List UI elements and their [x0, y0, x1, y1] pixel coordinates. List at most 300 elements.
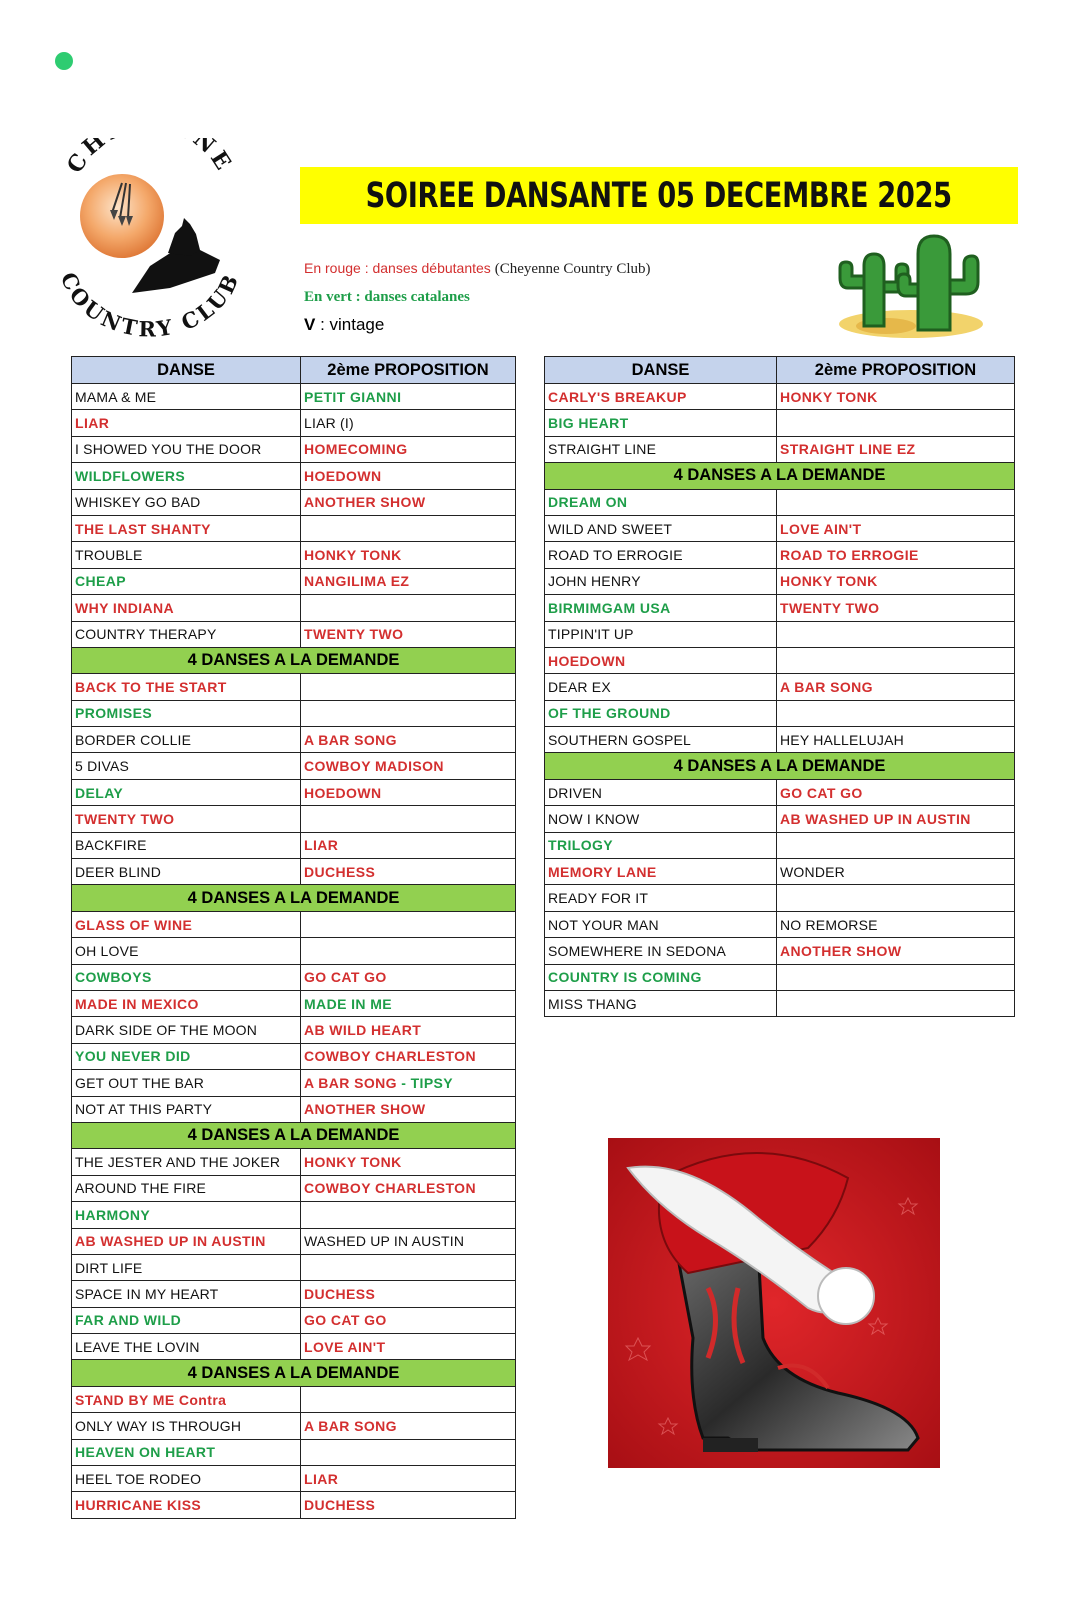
second-proposition-cell — [301, 1439, 516, 1465]
legend-red-suffix: (Cheyenne Country Club) — [494, 261, 651, 277]
table-row — [545, 990, 1015, 1016]
second-proposition-cell — [301, 1281, 516, 1307]
second-proposition-cell — [301, 1070, 516, 1096]
table-row — [72, 700, 516, 726]
dance-name: BACK TO THE START — [75, 678, 227, 695]
second-proposition-cell — [777, 384, 1015, 410]
dance-name: GET OUT THE BAR — [75, 1074, 205, 1091]
dance-name: STRAIGHT LINE — [548, 441, 657, 458]
table-row — [72, 1096, 516, 1122]
section-heading: 4 DANSES A LA DEMANDE — [72, 885, 516, 911]
dance-cell — [72, 964, 301, 990]
table-row — [72, 1386, 516, 1412]
dance-name: BACKFIRE — [75, 837, 147, 854]
dance-name: MAMA & ME — [75, 388, 157, 405]
dance-name: WHY INDIANA — [75, 599, 175, 616]
dance-name: OH LOVE — [75, 942, 139, 959]
second-proposition-cell — [777, 779, 1015, 805]
dance-name: AROUND THE FIRE — [75, 1180, 207, 1197]
dance-cell — [545, 859, 777, 885]
second-proposition-name: A BAR SONG — [780, 678, 873, 695]
dance-cell — [72, 568, 301, 594]
dance-name: TRILOGY — [548, 837, 614, 854]
second-proposition-cell — [301, 542, 516, 568]
table-row — [545, 542, 1015, 568]
dance-name: HEAVEN ON HEART — [75, 1444, 216, 1461]
table-row — [72, 1202, 516, 1228]
dance-name: LEAVE THE LOVIN — [75, 1338, 200, 1355]
second-proposition-cell — [301, 384, 516, 410]
table-row — [72, 1281, 516, 1307]
dance-cell — [72, 542, 301, 568]
dance-name: GLASS OF WINE — [75, 916, 193, 933]
dance-cell — [545, 384, 777, 410]
dance-cell — [72, 463, 301, 489]
second-proposition-cell — [301, 753, 516, 779]
dance-name: ONLY WAY IS THROUGH — [75, 1417, 242, 1434]
dance-name: MADE IN MEXICO — [75, 995, 199, 1012]
dance-cell — [545, 832, 777, 858]
dance-name: 5 DIVAS — [75, 758, 130, 775]
dance-cell — [545, 436, 777, 462]
table-row — [72, 938, 516, 964]
dance-cell — [545, 515, 777, 541]
second-proposition-name: NO REMORSE — [780, 916, 878, 933]
second-proposition-cell — [777, 885, 1015, 911]
dance-name: FAR AND WILD — [75, 1312, 182, 1329]
second-proposition-name: ANOTHER SHOW — [304, 1101, 426, 1118]
dance-cell — [545, 806, 777, 832]
dance-name: SOUTHERN GOSPEL — [548, 731, 692, 748]
second-proposition-name: DUCHESS — [304, 1497, 376, 1514]
section-row — [72, 885, 516, 911]
dance-name: NOT AT THIS PARTY — [75, 1101, 213, 1118]
second-proposition-cell — [301, 938, 516, 964]
table-row — [72, 410, 516, 436]
second-proposition-name: WONDER — [780, 863, 845, 880]
dance-cell — [545, 964, 777, 990]
dance-cell — [72, 1070, 301, 1096]
second-proposition-cell — [301, 436, 516, 462]
second-proposition-cell — [777, 832, 1015, 858]
dance-cell — [72, 595, 301, 621]
second-proposition-name: HONKY TONK — [304, 547, 402, 564]
cactus-illustration — [826, 226, 984, 344]
dance-name: AB WASHED UP IN AUSTIN — [75, 1233, 266, 1250]
second-proposition-cell — [301, 727, 516, 753]
dance-cell — [72, 1281, 301, 1307]
dance-name: TWENTY TWO — [75, 810, 175, 827]
second-proposition-cell — [301, 1175, 516, 1201]
dance-name: WILDFLOWERS — [75, 467, 186, 484]
dance-cell — [72, 727, 301, 753]
table-row — [72, 436, 516, 462]
table-row — [545, 621, 1015, 647]
dance-cell — [545, 542, 777, 568]
header-second-proposition: 2ème PROPOSITION — [301, 357, 516, 384]
table-row — [72, 1334, 516, 1360]
dance-cell — [72, 832, 301, 858]
second-proposition-cell — [301, 1096, 516, 1122]
dance-name: ROAD TO ERROGIE — [548, 547, 683, 564]
second-proposition-cell — [777, 674, 1015, 700]
dance-name: I SHOWED YOU THE DOOR — [75, 441, 262, 458]
dance-cell — [72, 1149, 301, 1175]
second-proposition-name: GO CAT GO — [304, 1312, 387, 1329]
section-row — [545, 753, 1015, 779]
dance-cell — [72, 859, 301, 885]
legend — [304, 255, 651, 338]
dance-name: LIAR — [75, 415, 110, 432]
dance-name: THE JESTER AND THE JOKER — [75, 1154, 281, 1171]
table-row — [72, 779, 516, 805]
table-row — [545, 859, 1015, 885]
section-heading: 4 DANSES A LA DEMANDE — [545, 463, 1015, 489]
second-proposition-cell — [301, 595, 516, 621]
dance-name: HARMONY — [75, 1206, 151, 1223]
table-row — [72, 911, 516, 937]
dance-cell — [72, 1492, 301, 1518]
second-proposition-name: A BAR SONG — [304, 731, 397, 748]
alternate-proposition-name: - TIPSY — [396, 1074, 454, 1091]
second-proposition-cell — [777, 700, 1015, 726]
second-proposition-cell — [777, 595, 1015, 621]
dance-name: HEEL TOE RODEO — [75, 1470, 202, 1487]
second-proposition-name: STRAIGHT LINE EZ — [780, 441, 916, 458]
table-row — [72, 1149, 516, 1175]
second-proposition-name: HONKY TONK — [780, 573, 878, 590]
second-proposition-cell — [777, 806, 1015, 832]
header-dance: DANSE — [545, 357, 777, 384]
second-proposition-cell — [777, 568, 1015, 594]
dance-cell — [545, 647, 777, 673]
second-proposition-name: MADE IN ME — [304, 995, 392, 1012]
green-status-dot — [55, 52, 73, 70]
table-row — [545, 885, 1015, 911]
christmas-boot-picture — [608, 1138, 940, 1468]
second-proposition-name: WASHED UP IN AUSTIN — [304, 1233, 465, 1250]
second-proposition-name: A BAR SONG — [304, 1074, 397, 1091]
dance-cell — [72, 1386, 301, 1412]
second-proposition-cell — [301, 1386, 516, 1412]
table-row — [545, 515, 1015, 541]
dance-name: JOHN HENRY — [548, 573, 641, 590]
table-row — [72, 463, 516, 489]
second-proposition-cell — [301, 621, 516, 647]
svg-text:CHEYENNE: CH NE — [61, 138, 239, 178]
second-proposition-name: ROAD TO ERROGIE — [780, 547, 919, 564]
dance-cell — [72, 1334, 301, 1360]
second-proposition-cell — [301, 1334, 516, 1360]
dance-cell — [72, 1096, 301, 1122]
table-row — [72, 727, 516, 753]
dance-cell — [72, 674, 301, 700]
table-row — [72, 542, 516, 568]
dance-name: PROMISES — [75, 705, 153, 722]
table-row — [545, 489, 1015, 515]
dance-cell — [72, 621, 301, 647]
table-row — [545, 832, 1015, 858]
second-proposition-name: AB WILD HEART — [304, 1022, 422, 1039]
table-row — [72, 859, 516, 885]
dance-cell — [545, 938, 777, 964]
dance-name: COUNTRY IS COMING — [548, 969, 702, 986]
table-row — [72, 1413, 516, 1439]
table-row — [72, 1254, 516, 1280]
second-proposition-name: HEY HALLELUJAH — [780, 731, 904, 748]
dance-cell — [72, 410, 301, 436]
second-proposition-cell — [301, 832, 516, 858]
dance-cell — [545, 911, 777, 937]
second-proposition-cell — [301, 1254, 516, 1280]
dance-cell — [545, 568, 777, 594]
table-row — [72, 1175, 516, 1201]
dance-name: MISS THANG — [548, 995, 637, 1012]
dance-name: DELAY — [75, 784, 124, 801]
second-proposition-cell — [777, 859, 1015, 885]
second-proposition-cell — [777, 727, 1015, 753]
dance-cell — [545, 779, 777, 805]
table-row — [72, 964, 516, 990]
second-proposition-cell — [301, 806, 516, 832]
dance-cell — [72, 938, 301, 964]
dance-name: SOMEWHERE IN SEDONA — [548, 942, 727, 959]
table-row — [545, 647, 1015, 673]
second-proposition-cell — [301, 779, 516, 805]
section-heading: 4 DANSES A LA DEMANDE — [72, 1360, 516, 1386]
table-row — [545, 436, 1015, 462]
dance-name: DRIVEN — [548, 784, 603, 801]
table-row — [72, 489, 516, 515]
second-proposition-name: ANOTHER SHOW — [780, 942, 902, 959]
second-proposition-name: COWBOY CHARLESTON — [304, 1180, 476, 1197]
dance-cell — [72, 806, 301, 832]
second-proposition-cell — [777, 436, 1015, 462]
dance-cell — [545, 621, 777, 647]
second-proposition-name: LOVE AIN'T — [780, 520, 862, 537]
table-row — [72, 621, 516, 647]
section-row — [545, 463, 1015, 489]
second-proposition-cell — [777, 542, 1015, 568]
table-row — [545, 410, 1015, 436]
table-row — [545, 727, 1015, 753]
second-proposition-name: DUCHESS — [304, 1285, 376, 1302]
header-second-proposition: 2ème PROPOSITION — [777, 357, 1015, 384]
table-row — [545, 595, 1015, 621]
dance-cell — [545, 885, 777, 911]
dance-name: THE LAST SHANTY — [75, 520, 211, 537]
dance-name: BORDER COLLIE — [75, 731, 192, 748]
second-proposition-cell — [301, 674, 516, 700]
second-proposition-cell — [777, 911, 1015, 937]
dance-name: WILD AND SWEET — [548, 520, 673, 537]
dance-cell — [72, 436, 301, 462]
table-header-row — [72, 357, 516, 384]
dance-name: YOU NEVER DID — [75, 1048, 191, 1065]
second-proposition-cell — [301, 1043, 516, 1069]
dance-cell — [72, 1175, 301, 1201]
second-proposition-cell — [301, 1492, 516, 1518]
table-row — [545, 964, 1015, 990]
dance-name: MEMORY LANE — [548, 863, 657, 880]
second-proposition-name: COWBOY MADISON — [304, 758, 444, 775]
table-row — [72, 384, 516, 410]
table-row — [72, 1439, 516, 1465]
table-row — [72, 1070, 516, 1096]
second-proposition-cell — [777, 938, 1015, 964]
dance-cell — [72, 700, 301, 726]
second-proposition-name: AB WASHED UP IN AUSTIN — [780, 810, 971, 827]
table-row — [72, 595, 516, 621]
dance-name: TIPPIN'IT UP — [548, 626, 634, 643]
dance-name: DIRT LIFE — [75, 1259, 143, 1276]
table-row — [72, 1466, 516, 1492]
dance-name: TROUBLE — [75, 547, 143, 564]
dance-name: SPACE IN MY HEART — [75, 1285, 219, 1302]
second-proposition-cell — [301, 515, 516, 541]
dance-cell — [72, 515, 301, 541]
dance-cell — [545, 489, 777, 515]
second-proposition-name: HOEDOWN — [304, 784, 382, 801]
second-proposition-cell — [301, 489, 516, 515]
table-row — [72, 1017, 516, 1043]
dance-name: WHISKEY GO BAD — [75, 494, 201, 511]
dance-name: NOT YOUR MAN — [548, 916, 659, 933]
table-row — [72, 1228, 516, 1254]
second-proposition-name: HOMECOMING — [304, 441, 408, 458]
second-proposition-name: GO CAT GO — [304, 969, 387, 986]
second-proposition-name: A BAR SONG — [304, 1417, 397, 1434]
dance-cell — [545, 674, 777, 700]
dance-cell — [72, 779, 301, 805]
second-proposition-cell — [777, 621, 1015, 647]
second-proposition-cell — [777, 515, 1015, 541]
second-proposition-cell — [301, 1413, 516, 1439]
table-row — [545, 938, 1015, 964]
second-proposition-name: ANOTHER SHOW — [304, 494, 426, 511]
second-proposition-cell — [301, 1307, 516, 1333]
second-proposition-cell — [301, 1149, 516, 1175]
table-row — [72, 806, 516, 832]
svg-text:COUNTRY CLUB: COUNTRY CLUB — [55, 268, 245, 342]
second-proposition-cell — [301, 410, 516, 436]
second-proposition-cell — [301, 911, 516, 937]
second-proposition-cell — [301, 1466, 516, 1492]
dance-name: DEER BLIND — [75, 863, 162, 880]
second-proposition-name: HONKY TONK — [304, 1154, 402, 1171]
legend-v-key: V — [304, 315, 316, 334]
table-row — [545, 911, 1015, 937]
dance-cell — [545, 990, 777, 1016]
dance-name: DARK SIDE OF THE MOON — [75, 1022, 258, 1039]
second-proposition-cell — [301, 859, 516, 885]
section-heading: 4 DANSES A LA DEMANDE — [545, 753, 1015, 779]
dance-cell — [72, 1413, 301, 1439]
dance-cell — [545, 595, 777, 621]
dance-cell — [72, 489, 301, 515]
dance-name: COWBOYS — [75, 969, 152, 986]
dance-name: CHEAP — [75, 573, 127, 590]
dance-name: BIRMIMGAM USA — [548, 599, 671, 616]
second-proposition-cell — [301, 1228, 516, 1254]
right-dance-table — [544, 356, 1015, 1017]
second-proposition-cell — [777, 489, 1015, 515]
dance-name: DEAR EX — [548, 678, 611, 695]
dance-cell — [72, 384, 301, 410]
dance-name: BIG HEART — [548, 415, 629, 432]
second-proposition-name: LIAR — [304, 1470, 339, 1487]
section-row — [72, 1122, 516, 1148]
header-dance: DANSE — [72, 357, 301, 384]
dance-name: CARLY'S BREAKUP — [548, 388, 687, 405]
table-row — [545, 568, 1015, 594]
table-row — [545, 384, 1015, 410]
second-proposition-cell — [301, 568, 516, 594]
second-proposition-cell — [777, 410, 1015, 436]
dance-cell — [545, 410, 777, 436]
second-proposition-name: PETIT GIANNI — [304, 388, 402, 405]
dance-cell — [545, 700, 777, 726]
second-proposition-name: COWBOY CHARLESTON — [304, 1048, 476, 1065]
second-proposition-cell — [301, 990, 516, 1016]
dance-cell — [72, 1439, 301, 1465]
dance-cell — [72, 990, 301, 1016]
dance-cell — [72, 1307, 301, 1333]
second-proposition-name: TWENTY TWO — [304, 626, 404, 643]
second-proposition-name: LIAR — [304, 837, 339, 854]
second-proposition-name: HONKY TONK — [780, 388, 878, 405]
legend-v-label: : vintage — [320, 315, 385, 334]
table-row — [72, 1307, 516, 1333]
page-title: SOIREE DANSANTE 05 DECEMBRE 2025 — [365, 175, 953, 216]
second-proposition-cell — [777, 990, 1015, 1016]
second-proposition-cell — [777, 964, 1015, 990]
dance-cell — [72, 753, 301, 779]
dance-cell — [72, 1228, 301, 1254]
table-header-row — [545, 357, 1015, 384]
table-row — [72, 674, 516, 700]
table-row — [545, 806, 1015, 832]
dance-name: HOEDOWN — [548, 652, 626, 669]
title-banner — [300, 167, 1018, 224]
dance-cell — [72, 1254, 301, 1280]
section-heading: 4 DANSES A LA DEMANDE — [72, 1122, 516, 1148]
second-proposition-cell — [301, 700, 516, 726]
table-row — [72, 515, 516, 541]
legend-green-label: En vert : danses catalanes — [304, 289, 470, 305]
table-row — [72, 832, 516, 858]
second-proposition-name: LIAR (I) — [304, 415, 354, 432]
dance-name: OF THE GROUND — [548, 705, 671, 722]
dance-cell — [72, 1017, 301, 1043]
dance-cell — [72, 911, 301, 937]
second-proposition-cell — [301, 1017, 516, 1043]
dance-name: STAND BY ME Contra — [75, 1391, 227, 1408]
dance-cell — [72, 1202, 301, 1228]
dance-cell — [72, 1043, 301, 1069]
second-proposition-name: TWENTY TWO — [780, 599, 880, 616]
second-proposition-cell — [301, 1202, 516, 1228]
section-heading: 4 DANSES A LA DEMANDE — [72, 647, 516, 673]
second-proposition-name: NANGILIMA EZ — [304, 573, 410, 590]
table-row — [72, 1043, 516, 1069]
table-row — [545, 674, 1015, 700]
dance-name: DREAM ON — [548, 494, 628, 511]
dance-name: HURRICANE KISS — [75, 1497, 202, 1514]
table-row — [545, 779, 1015, 805]
second-proposition-cell — [301, 463, 516, 489]
second-proposition-cell — [301, 964, 516, 990]
